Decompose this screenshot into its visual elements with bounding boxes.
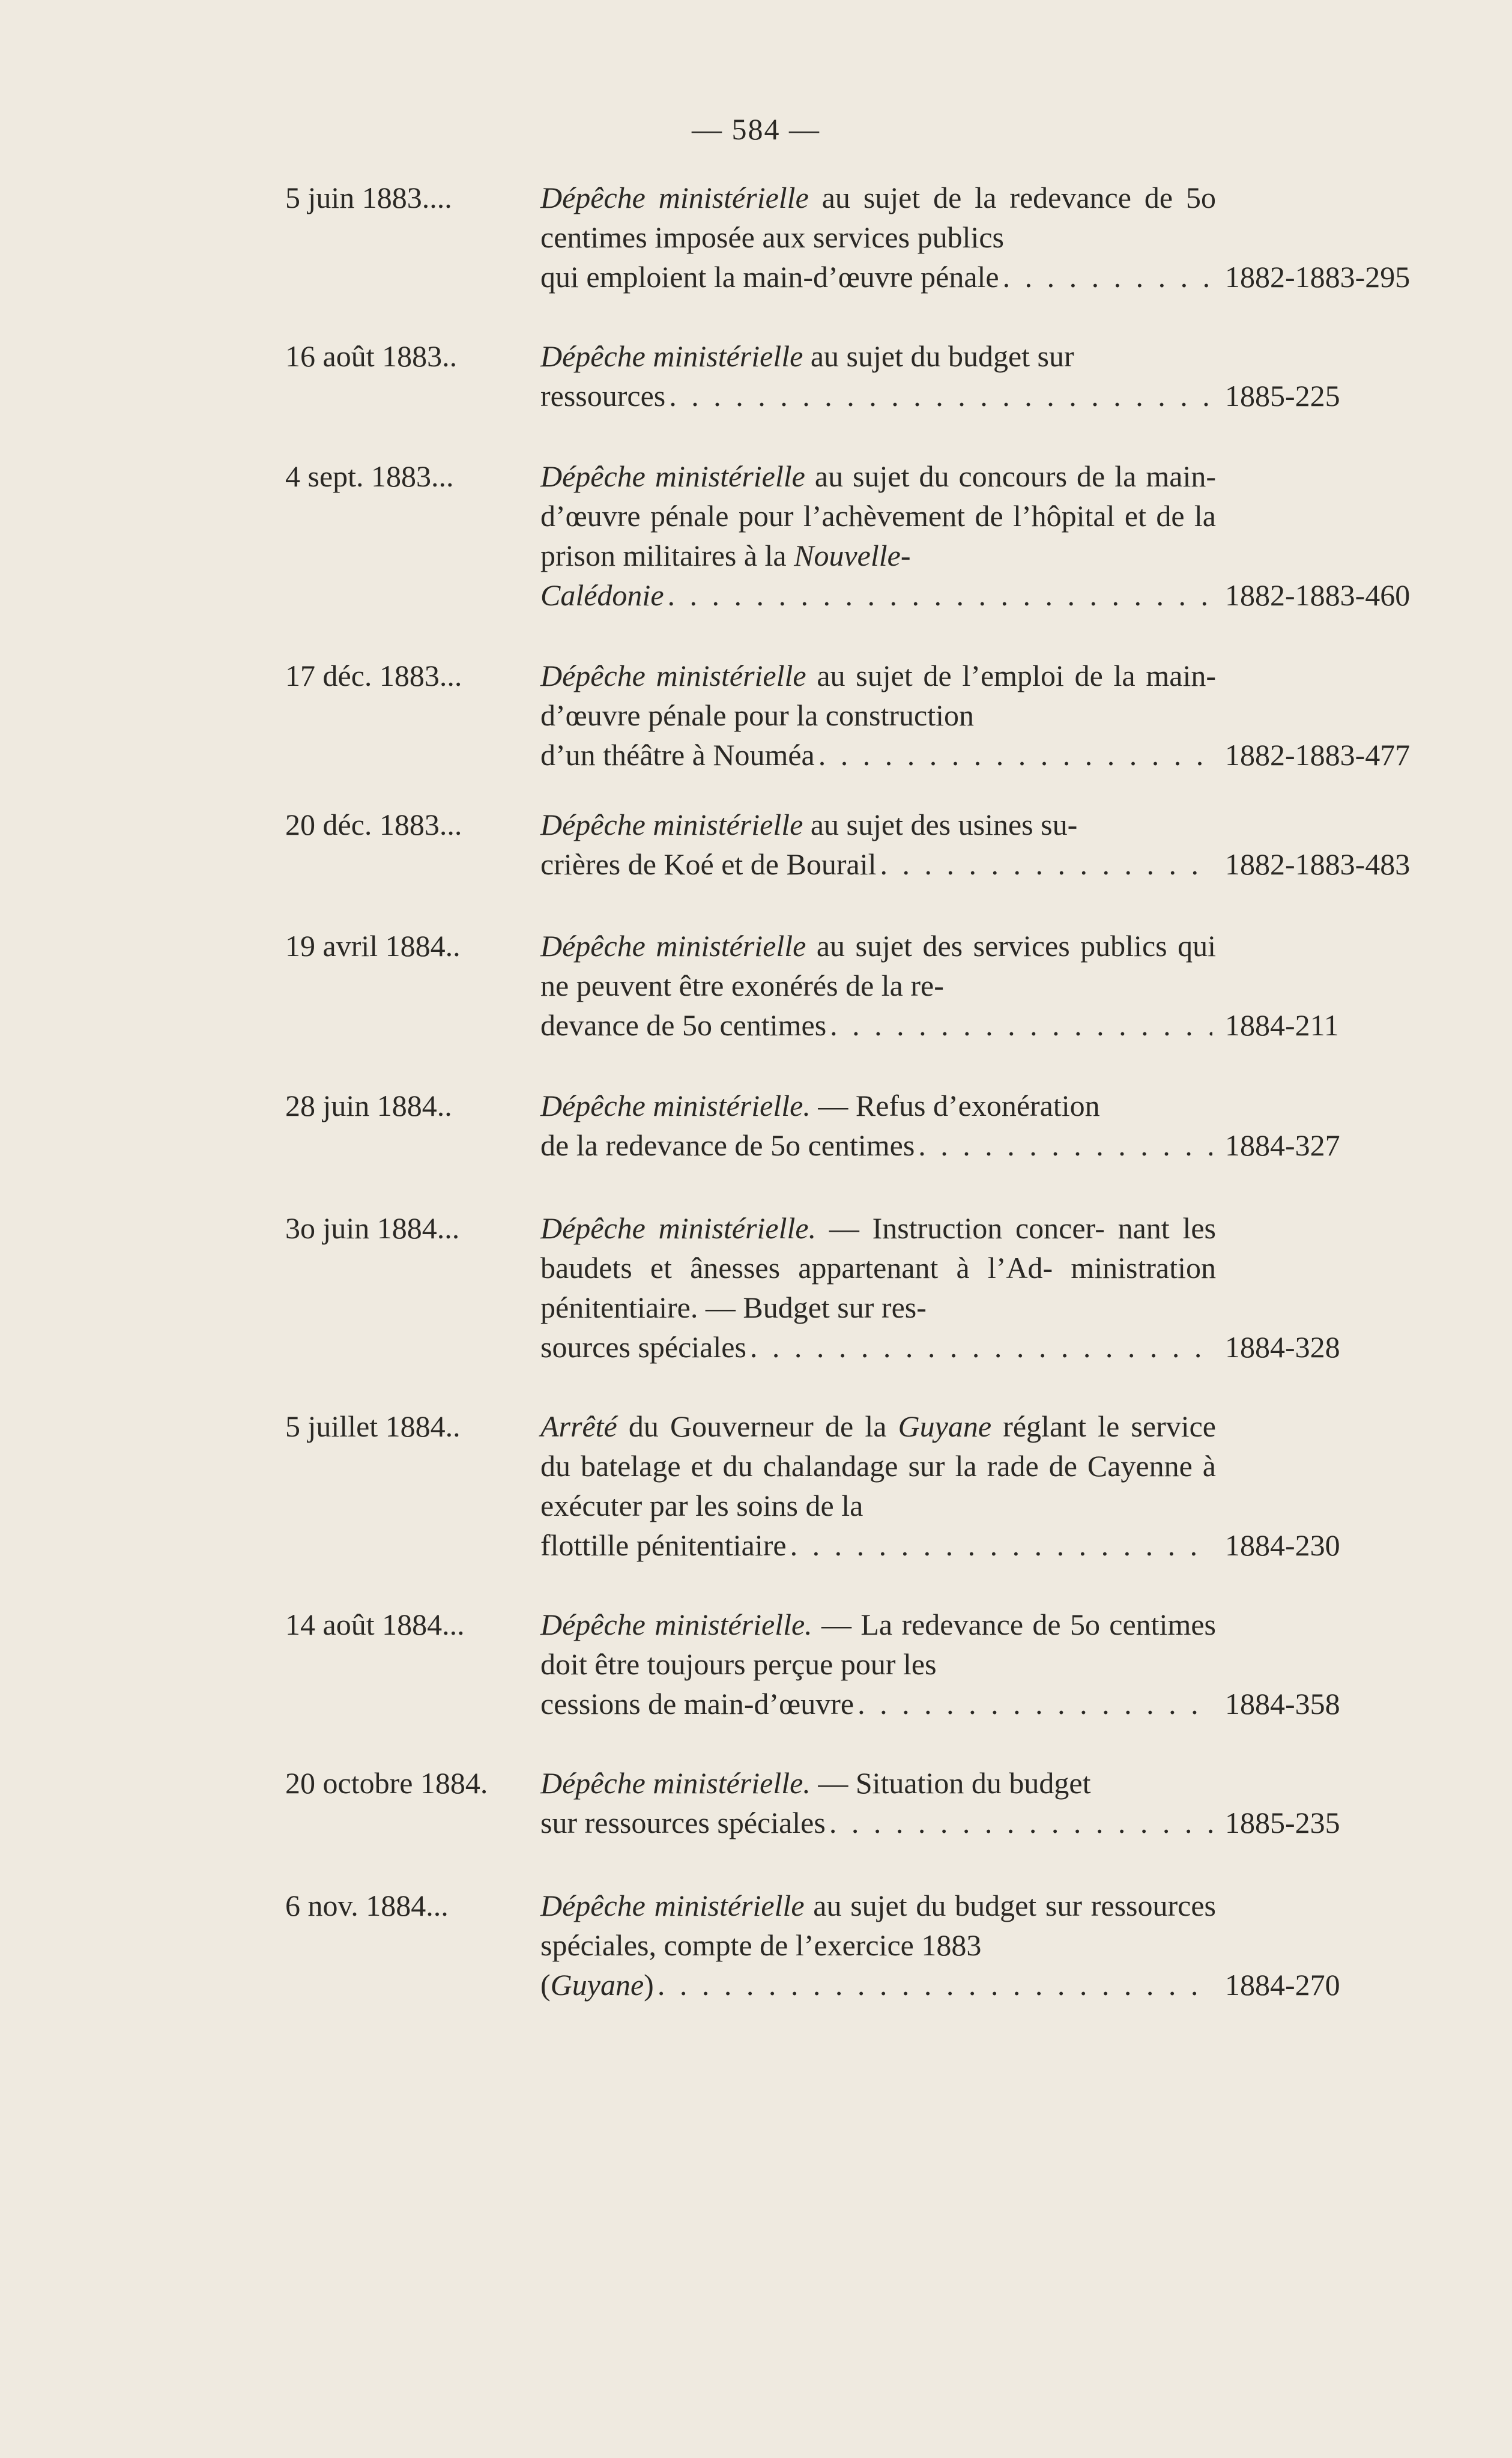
- entry-description: [540, 1086, 1216, 1165]
- entry-text: Arrêté du Gouverneur de la Guyane réglant le service du batelage et du chalandage sur la rade de Cayenne à exécuter par les soins de la: [540, 1409, 1216, 1522]
- entry-text-end: crières de Koé et de Bourail: [540, 847, 877, 881]
- entry-text: Dépêche ministérielle. — Refus d’exonération: [540, 1089, 1100, 1122]
- entry-text: Dépêche ministérielle au sujet du budget sur: [540, 339, 1074, 373]
- entry-last-line: [540, 1803, 1216, 1842]
- entry-last-line: [540, 257, 1216, 297]
- entry-reference: 1884-328: [1225, 1330, 1340, 1364]
- entry-date: 5 juillet 1884..: [285, 1409, 461, 1443]
- entry-last-line: [540, 735, 1216, 775]
- entry-description: [540, 805, 1216, 884]
- entry-description: [540, 656, 1216, 775]
- entry-text: Dépêche ministérielle au sujet du concours de la main-d’œuvre pénale pour l’achèvement de l’hôpital et de la prison militaires à la Nouvelle-: [540, 459, 1216, 572]
- page-number: — 584 —: [692, 112, 820, 146]
- entry-description: [540, 926, 1216, 1045]
- entry-text-end: (Guyane): [540, 1968, 654, 2002]
- entry-text-end: de la redevance de 5o centimes: [540, 1128, 915, 1162]
- entry-reference: 1882-1883-295: [1225, 260, 1411, 294]
- entry-reference: 1882-1883-477: [1225, 738, 1411, 772]
- dot-leader: [880, 844, 1212, 884]
- entry-text-end: qui emploient la main-d’œuvre pénale: [540, 260, 999, 294]
- entry-reference: 1882-1883-460: [1225, 578, 1411, 612]
- dot-leader: [818, 735, 1212, 775]
- entry-text: Dépêche ministérielle. — Situation du budget: [540, 1766, 1091, 1800]
- entry-date: 5 juin 1883....: [285, 181, 452, 214]
- entry-text-end: d’un théâtre à Nouméa: [540, 738, 815, 772]
- entry-reference: 1884-211: [1225, 1008, 1339, 1042]
- entry-date: 4 sept. 1883...: [285, 459, 454, 493]
- entry-description: [540, 1886, 1216, 2005]
- entry-text-end: cessions de main-d’œuvre: [540, 1687, 854, 1721]
- entry-date: 19 avril 1884..: [285, 929, 461, 963]
- entry-last-line: [540, 1525, 1216, 1565]
- entry-description: [540, 1406, 1216, 1565]
- entry-text-end: sources spéciales: [540, 1330, 746, 1364]
- entry-date: 16 août 1883..: [285, 339, 458, 373]
- entry-date: 28 juin 1884..: [285, 1089, 452, 1122]
- entry-description: [540, 336, 1216, 416]
- dot-leader: [658, 1965, 1212, 2005]
- entry-description: [540, 1763, 1216, 1842]
- entry-reference: 1884-358: [1225, 1687, 1340, 1721]
- entry-last-line: [540, 1125, 1216, 1165]
- entry-last-line: [540, 376, 1216, 416]
- entry-text: Dépêche ministérielle au sujet de l’emploi de la main-d’œuvre pénale pour la construction: [540, 659, 1216, 732]
- entry-reference: 1884-230: [1225, 1528, 1340, 1562]
- entry-date: 17 déc. 1883...: [285, 659, 462, 692]
- entry-last-line: [540, 1965, 1216, 2005]
- entry-text: Dépêche ministérielle. — Instruction concer- nant les baudets et ânesses appartenant à l’Ad- ministration pénitentiaire. — Budget sur res-: [540, 1211, 1216, 1324]
- entry-date: 3o juin 1884...: [285, 1211, 460, 1245]
- dot-leader: [829, 1803, 1212, 1842]
- entry-date: 6 nov. 1884...: [285, 1889, 449, 1922]
- entry-description: [540, 456, 1216, 615]
- entry-text-end: ressources: [540, 379, 666, 413]
- entry-text-end: devance de 5o centimes: [540, 1008, 827, 1042]
- entry-date: 14 août 1884...: [285, 1608, 465, 1641]
- entry-text-end: sur ressources spéciales: [540, 1806, 826, 1839]
- entry-text-end: Calédonie: [540, 578, 664, 612]
- entry-last-line: [540, 1684, 1216, 1724]
- dot-leader: [857, 1684, 1212, 1724]
- entry-last-line: [540, 844, 1216, 884]
- entry-reference: 1882-1883-483: [1225, 847, 1411, 881]
- entry-description: [540, 178, 1216, 297]
- dot-leader: [668, 575, 1212, 615]
- entry-reference: 1885-225: [1225, 379, 1340, 413]
- entry-text: Dépêche ministérielle au sujet des usines su-: [540, 808, 1078, 841]
- entry-text: Dépêche ministérielle au sujet des services publics qui ne peuvent être exonérés de la re-: [540, 929, 1216, 1002]
- entry-text: Dépêche ministérielle au sujet de la redevance de 5o centimes imposée aux services publics: [540, 181, 1216, 254]
- entry-last-line: [540, 575, 1216, 615]
- entry-reference: 1885-235: [1225, 1806, 1340, 1839]
- entry-reference: 1884-270: [1225, 1968, 1340, 2002]
- dot-leader: [669, 376, 1212, 416]
- entry-date: 20 octobre 1884.: [285, 1766, 488, 1800]
- entry-text: Dépêche ministérielle. — La redevance de 5o centimes doit être toujours perçue pour les: [540, 1608, 1216, 1681]
- dot-leader: [918, 1125, 1212, 1165]
- entry-description: [540, 1208, 1216, 1367]
- entry-text-end: flottille pénitentiaire: [540, 1528, 787, 1562]
- entry-reference: 1884-327: [1225, 1128, 1340, 1162]
- entry-text: Dépêche ministérielle au sujet du budget sur ressources spéciales, compte de l’exercice 1883: [540, 1889, 1216, 1962]
- entry-description: [540, 1605, 1216, 1724]
- entry-last-line: [540, 1005, 1216, 1045]
- entry-date: 20 déc. 1883...: [285, 808, 462, 841]
- dot-leader: [750, 1327, 1212, 1367]
- entry-last-line: [540, 1327, 1216, 1367]
- dot-leader: [830, 1005, 1212, 1045]
- dot-leader: [1003, 257, 1212, 297]
- dot-leader: [790, 1525, 1212, 1565]
